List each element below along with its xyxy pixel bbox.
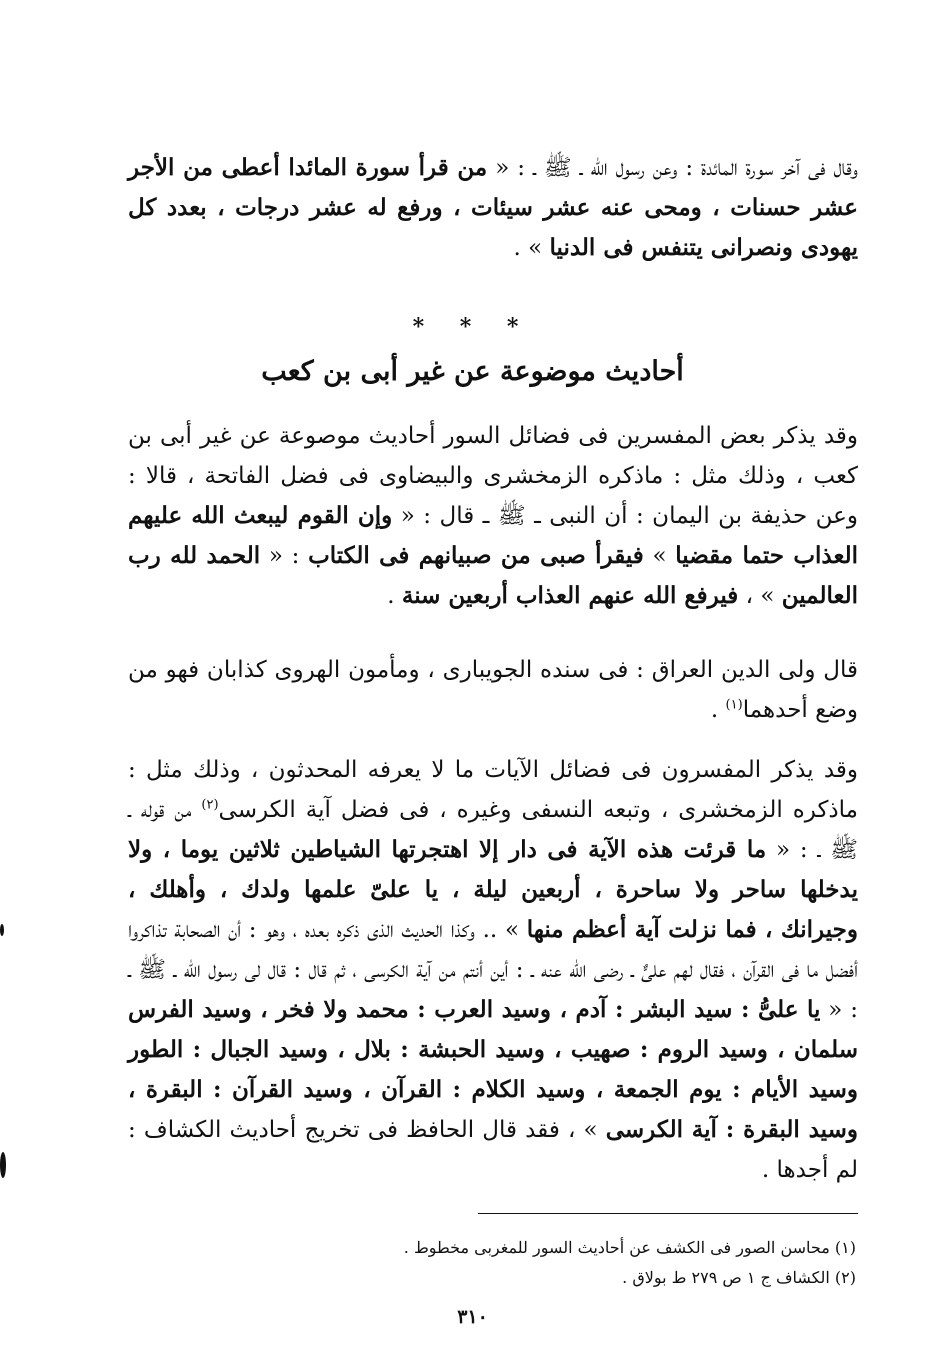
- paragraph-text: وقد يذكر المفسرون فى فضائل الآيات ما لا يعرفه المحدثون ، وذلك مثل : ماذكره الزمخشرى ، وتبعه النسفى وغيره ، فى فضل آية الكرسى: [128, 757, 858, 823]
- page-number: ٣١٠: [457, 1306, 488, 1328]
- paragraph-text: » .. وكذا الحديث الذى ذكره بعده ، وهو : أن الصحابة تذاكروا أفضل ما فى القرآن ، فقال لهم علىٌّ ـ رضى الله عنه ـ : أين أنتم من آية الكرسى ، ثم قال : قال لى رسول الله ـ ﷺ ـ : «: [128, 917, 858, 1023]
- hadith-quote: فيرفع الله عنهم العذاب أربعين سنة: [401, 582, 739, 609]
- paragraph-text: » ، فقد قال الحافظ فى تخريج أحاديث الكشاف : لم أجدها .: [128, 1117, 858, 1183]
- hadith-quote: الحمد لله رب العالمين: [128, 542, 858, 609]
- hadith-quote: من قرأ سورة المائدا أعطى من الأجر عشر حسنات ، ومحى عنه عشر سيئات ، ورفع له عشر درجات ، بعدد كل يهودى ونصرانى يتنفس فى الدنيا: [128, 154, 858, 261]
- hadith-quote: فيقرأ صبى من صبيانهم فى الكتاب: [308, 542, 644, 569]
- footnote-ref-1: (١): [725, 697, 743, 713]
- paragraph-text: وقال فى آخر سورة المائدة : وعن رسول الله ـ ﷺ ـ : «: [487, 155, 858, 181]
- footnote-1: (١) محاسن الصور فى الكشف عن أحاديث السور للمغربى مخطوط .: [403, 1238, 856, 1257]
- paragraph-text: .: [710, 697, 726, 723]
- section-heading: أحاديث موضوعة عن غير أبى بن كعب: [261, 356, 684, 387]
- footnote-2: (٢) الكشاف ج ١ ص ٢٧٩ ط بولاق .: [622, 1268, 856, 1287]
- paragraph-text: » ،: [738, 583, 782, 609]
- paragraph-iraqi: [128, 650, 858, 730]
- paragraph-text: » .: [513, 235, 550, 261]
- scan-margin-mark: [0, 1152, 6, 1178]
- paragraph-text: وقد يذكر بعض المفسرين فى فضائل السور أحاديث موصوعة عن غير أبى بن كعب ، وذلك مثل : ماذكره الزمخشرى والبيضاوى فى فضل الفاتحة ، قالا : وعن حذيفة بن اليمان : أن النبى ـ ﷺ ـ قال : «: [128, 423, 858, 529]
- hadith-quote: يا علىُّ : سيد البشر : آدم ، وسيد العرب : محمد ولا فخر ، وسيد الفرس سلمان ، وسيد الروم : صهيب ، وسيد الحبشة : بلال ، وسيد الجبال : الطور وسيد الأيام : يوم الجمعة ، وسيد الكلام : القرآن ، وسيد القرآن : البقرة ، وسيد البقرة : آية الكرسى: [128, 996, 858, 1143]
- section-separator: * * *: [412, 314, 533, 340]
- paragraph-text: : «: [260, 543, 309, 569]
- footnote-ref-2: (٢): [201, 797, 219, 813]
- scan-margin-mark: [0, 924, 4, 936]
- paragraph-text: من قوله ـ ﷺ ـ : «: [128, 797, 858, 863]
- paragraph-fatiha: [128, 416, 858, 616]
- footnote-divider: [478, 1213, 858, 1214]
- paragraph-kursi: [128, 750, 858, 1190]
- hadith-quote: ما قرئت هذه الآية فى دار إلا اهتجرتها الشياطين ثلاثين يوما ، ولا يدخلها ساحر ولا ساحرة ، أربعين ليلة ، يا علىّ علمها ولدك ، وأهلك ، وجيرانك ، فما نزلت آية أعظم منها: [128, 836, 858, 943]
- paragraph-text: »: [643, 543, 676, 569]
- hadith-quote: وإن القوم ليبعث الله عليهم العذاب حتما مقضيا: [128, 502, 859, 569]
- paragraph-text: قال ولى الدين العراق : فى سنده الجويبارى ، ومأمون الهروى كذابان فهو من وضع أحدهما: [128, 657, 858, 723]
- paragraph-text: .: [387, 583, 402, 609]
- paragraph-maida: [128, 148, 858, 268]
